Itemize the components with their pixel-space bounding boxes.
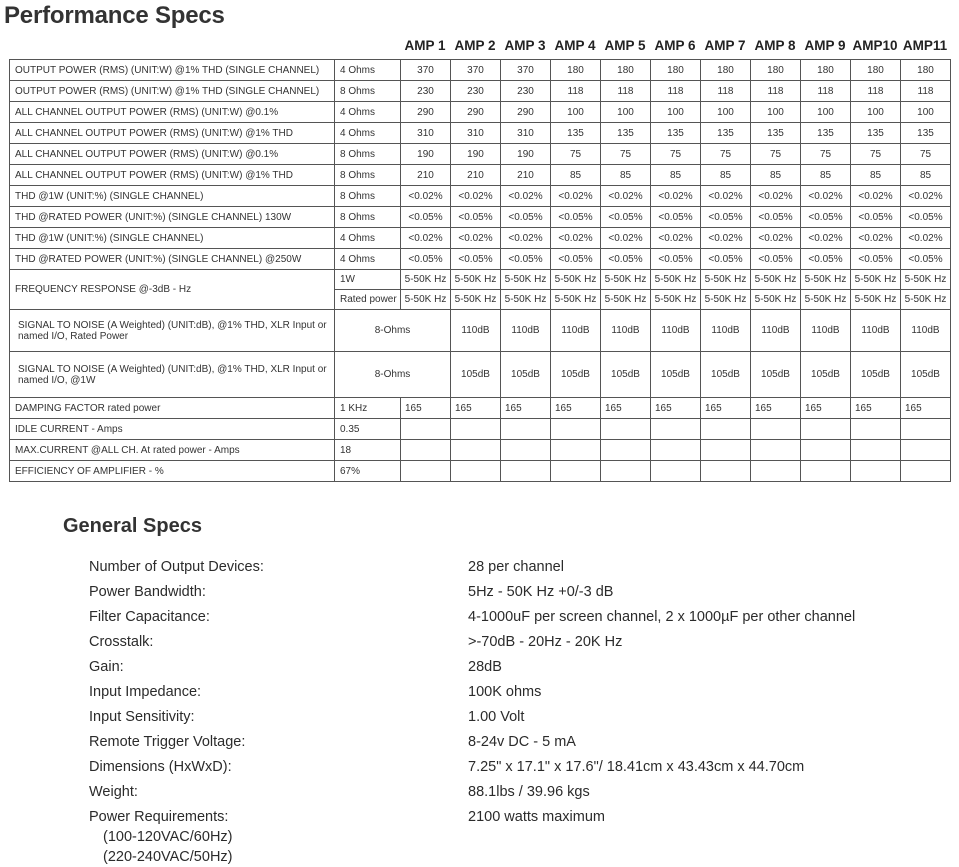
spec-value: 105dB — [601, 352, 651, 398]
spec-value: <0.02% — [651, 228, 701, 249]
spec-value: 105dB — [651, 352, 701, 398]
amp-header: AMP 9 — [804, 38, 846, 53]
spec-condition: 4 Ohms — [335, 228, 401, 249]
spec-value: 110dB — [651, 310, 701, 352]
spec-row — [10, 186, 951, 207]
spec-value: 5-50K Hz — [851, 290, 901, 310]
spec-condition: 67% — [335, 461, 401, 482]
empty-cell — [551, 461, 601, 482]
spec-condition: 8 Ohms — [335, 81, 401, 102]
spec-value: 310 — [501, 123, 551, 144]
spec-value: 230 — [401, 81, 451, 102]
spec-value: 110dB — [851, 310, 901, 352]
spec-value: 5-50K Hz — [401, 290, 451, 310]
spec-value: 135 — [551, 123, 601, 144]
amp-header: AMP 1 — [404, 38, 446, 53]
spec-value: 105dB — [451, 352, 501, 398]
spec-condition: 8 Ohms — [335, 144, 401, 165]
spec-label: THD @RATED POWER (UNIT:%) (SINGLE CHANNEL) @250W — [10, 249, 335, 270]
spec-value: 75 — [551, 144, 601, 165]
spec-value: 105dB — [501, 352, 551, 398]
spec-value: <0.02% — [601, 186, 651, 207]
freq-row — [10, 270, 951, 290]
spec-value: <0.02% — [551, 186, 601, 207]
spec-value: 110dB — [801, 310, 851, 352]
spec-value: 100 — [651, 102, 701, 123]
spec-condition: 18 — [335, 440, 401, 461]
spec-value: <0.02% — [451, 228, 501, 249]
general-spec-key: Power Requirements: — [89, 809, 229, 825]
spec-value: 135 — [801, 123, 851, 144]
spec-value: 165 — [801, 398, 851, 419]
spec-label: FREQUENCY RESPONSE @-3dB - Hz — [10, 270, 335, 310]
spec-value: <0.02% — [751, 228, 801, 249]
spec-value: 85 — [801, 165, 851, 186]
spec-value: 105dB — [901, 352, 951, 398]
general-spec-key: Filter Capacitance: — [89, 609, 210, 625]
spec-value: <0.05% — [551, 249, 601, 270]
spec-value: <0.05% — [851, 249, 901, 270]
spec-value: 135 — [751, 123, 801, 144]
spec-value: 75 — [901, 144, 951, 165]
spec-label: ALL CHANNEL OUTPUT POWER (RMS) (UNIT:W) @0.1% — [10, 102, 335, 123]
general-spec-key: Gain: — [89, 659, 124, 675]
spec-value: 100 — [551, 102, 601, 123]
snr-row — [10, 352, 951, 398]
amp-header: AMP 8 — [754, 38, 796, 53]
spec-value: 165 — [851, 398, 901, 419]
spec-value: <0.05% — [551, 207, 601, 228]
spec-value: <0.02% — [401, 228, 451, 249]
spec-label: ALL CHANNEL OUTPUT POWER (RMS) (UNIT:W) @0.1% — [10, 144, 335, 165]
spec-value: 118 — [801, 81, 851, 102]
spec-value: 135 — [601, 123, 651, 144]
empty-cell — [801, 461, 851, 482]
spec-value: 5-50K Hz — [451, 290, 501, 310]
spec-value: 230 — [451, 81, 501, 102]
empty-cell — [601, 419, 651, 440]
spec-value: 110dB — [901, 310, 951, 352]
spec-value: 180 — [851, 60, 901, 81]
empty-cell — [551, 419, 601, 440]
spec-value: <0.02% — [851, 186, 901, 207]
spec-value: 100 — [851, 102, 901, 123]
spec-value: 5-50K Hz — [701, 290, 751, 310]
spec-value: 105dB — [801, 352, 851, 398]
empty-cell — [701, 440, 751, 461]
spec-label: THD @RATED POWER (UNIT:%) (SINGLE CHANNEL) 130W — [10, 207, 335, 228]
general-spec-value: 1.00 Volt — [468, 709, 525, 725]
spec-value: <0.02% — [601, 228, 651, 249]
spec-row — [10, 123, 951, 144]
spec-value: <0.02% — [851, 228, 901, 249]
spec-value: 118 — [551, 81, 601, 102]
spec-value: 75 — [751, 144, 801, 165]
spec-label: DAMPING FACTOR rated power — [10, 398, 335, 419]
spec-value: <0.05% — [801, 207, 851, 228]
spec-condition: 0.35 — [335, 419, 401, 440]
snr-row — [10, 310, 951, 352]
amp-header: AMP 7 — [704, 38, 746, 53]
spec-value: <0.05% — [501, 207, 551, 228]
spec-value: 85 — [851, 165, 901, 186]
misc-row — [10, 461, 951, 482]
spec-value: 135 — [901, 123, 951, 144]
empty-cell — [401, 440, 451, 461]
spec-value: 190 — [451, 144, 501, 165]
general-spec-key: Input Impedance: — [89, 684, 202, 700]
amp-header: AMP 4 — [554, 38, 596, 53]
spec-value: 75 — [601, 144, 651, 165]
spec-value: 118 — [901, 81, 951, 102]
spec-value: <0.02% — [901, 186, 951, 207]
misc-row — [10, 419, 951, 440]
empty-cell — [651, 461, 701, 482]
spec-value: 5-50K Hz — [551, 270, 601, 290]
spec-value: 118 — [851, 81, 901, 102]
spec-value: <0.05% — [751, 207, 801, 228]
general-spec-value: 88.1lbs / 39.96 kgs — [468, 784, 590, 800]
spec-condition: 8 Ohms — [335, 207, 401, 228]
spec-value: <0.02% — [451, 186, 501, 207]
general-spec-key: Number of Output Devices: — [89, 559, 264, 575]
empty-cell — [751, 419, 801, 440]
amp-header: AMP 6 — [654, 38, 696, 53]
spec-value: 190 — [401, 144, 451, 165]
spec-condition: 8 Ohms — [335, 186, 401, 207]
empty-cell — [851, 461, 901, 482]
spec-value: <0.05% — [501, 249, 551, 270]
spec-value: 180 — [801, 60, 851, 81]
spec-value: 180 — [701, 60, 751, 81]
empty-cell — [701, 461, 751, 482]
empty-cell — [851, 419, 901, 440]
general-specs-title: General Specs — [63, 515, 202, 537]
empty-cell — [451, 419, 501, 440]
spec-condition: Rated power — [335, 290, 401, 310]
spec-value: 210 — [501, 165, 551, 186]
spec-value: 135 — [651, 123, 701, 144]
empty-cell — [901, 440, 951, 461]
spec-value: 5-50K Hz — [601, 290, 651, 310]
spec-value: 165 — [401, 398, 451, 419]
amp-header: AMP10 — [852, 38, 898, 53]
spec-value: 5-50K Hz — [801, 290, 851, 310]
general-spec-key: Remote Trigger Voltage: — [89, 734, 246, 750]
spec-value: 165 — [451, 398, 501, 419]
spec-row — [10, 207, 951, 228]
spec-value: <0.02% — [501, 228, 551, 249]
power-requirement-note: (220-240VAC/50Hz) — [103, 849, 233, 865]
spec-value: 105dB — [551, 352, 601, 398]
spec-value: <0.02% — [701, 186, 751, 207]
spec-value: 165 — [751, 398, 801, 419]
spec-value: 100 — [801, 102, 851, 123]
empty-cell — [451, 461, 501, 482]
spec-condition: 1W — [335, 270, 401, 290]
spec-value: <0.05% — [601, 207, 651, 228]
spec-value: <0.05% — [701, 249, 751, 270]
spec-value: <0.02% — [651, 186, 701, 207]
empty-cell — [851, 440, 901, 461]
spec-label: IDLE CURRENT - Amps — [10, 419, 335, 440]
spec-value: 118 — [601, 81, 651, 102]
spec-value: 210 — [451, 165, 501, 186]
spec-value: 110dB — [501, 310, 551, 352]
spec-condition: 8-Ohms — [335, 310, 451, 352]
spec-value: <0.05% — [451, 207, 501, 228]
spec-value: <0.02% — [901, 228, 951, 249]
spec-value: <0.05% — [901, 207, 951, 228]
spec-value: 75 — [701, 144, 751, 165]
spec-value: 85 — [551, 165, 601, 186]
performance-table — [9, 59, 951, 482]
empty-cell — [451, 440, 501, 461]
spec-value: 180 — [901, 60, 951, 81]
spec-row — [10, 81, 951, 102]
spec-value: <0.05% — [401, 249, 451, 270]
spec-label: ALL CHANNEL OUTPUT POWER (RMS) (UNIT:W) @1% THD — [10, 123, 335, 144]
spec-value: 5-50K Hz — [501, 270, 551, 290]
spec-row — [10, 228, 951, 249]
spec-label: SIGNAL TO NOISE (A Weighted) (UNIT:dB), @1% THD, XLR Input or named I/O, @1W — [10, 352, 335, 398]
spec-value: 110dB — [751, 310, 801, 352]
empty-cell — [801, 440, 851, 461]
spec-value: 100 — [751, 102, 801, 123]
empty-cell — [551, 440, 601, 461]
empty-cell — [501, 440, 551, 461]
empty-cell — [801, 419, 851, 440]
spec-value: 118 — [651, 81, 701, 102]
empty-cell — [751, 461, 801, 482]
spec-value: <0.02% — [801, 228, 851, 249]
spec-value: 5-50K Hz — [851, 270, 901, 290]
spec-value: 85 — [901, 165, 951, 186]
empty-cell — [601, 440, 651, 461]
spec-value: 165 — [701, 398, 751, 419]
spec-value: 370 — [451, 60, 501, 81]
spec-value: 180 — [651, 60, 701, 81]
general-spec-value: 28 per channel — [468, 559, 564, 575]
spec-row — [10, 60, 951, 81]
spec-label: THD @1W (UNIT:%) (SINGLE CHANNEL) — [10, 186, 335, 207]
empty-cell — [401, 419, 451, 440]
spec-value: 165 — [601, 398, 651, 419]
spec-value: <0.05% — [851, 207, 901, 228]
empty-cell — [501, 461, 551, 482]
empty-cell — [651, 419, 701, 440]
spec-value: 290 — [451, 102, 501, 123]
spec-value: <0.05% — [901, 249, 951, 270]
spec-label: MAX.CURRENT @ALL CH. At rated power - Amps — [10, 440, 335, 461]
spec-value: <0.02% — [701, 228, 751, 249]
spec-value: 135 — [851, 123, 901, 144]
spec-condition: 1 KHz — [335, 398, 401, 419]
general-spec-value: 28dB — [468, 659, 502, 675]
spec-row — [10, 144, 951, 165]
spec-value: 190 — [501, 144, 551, 165]
spec-value: 105dB — [851, 352, 901, 398]
amp-header: AMP 2 — [454, 38, 496, 53]
spec-label: OUTPUT POWER (RMS) (UNIT:W) @1% THD (SINGLE CHANNEL) — [10, 81, 335, 102]
spec-value: 85 — [701, 165, 751, 186]
spec-value: 290 — [401, 102, 451, 123]
spec-value: 5-50K Hz — [451, 270, 501, 290]
spec-value: 85 — [651, 165, 701, 186]
general-spec-value: 100K ohms — [468, 684, 542, 700]
spec-value: 230 — [501, 81, 551, 102]
spec-label: EFFICIENCY OF AMPLIFIER - % — [10, 461, 335, 482]
spec-value: <0.05% — [751, 249, 801, 270]
spec-value: 180 — [751, 60, 801, 81]
spec-value: <0.02% — [401, 186, 451, 207]
general-spec-key: Dimensions (HxWxD): — [89, 759, 232, 775]
spec-value: 5-50K Hz — [651, 270, 701, 290]
spec-value: <0.02% — [501, 186, 551, 207]
general-spec-value: 5Hz - 50K Hz +0/-3 dB — [468, 584, 614, 600]
spec-value: 290 — [501, 102, 551, 123]
spec-value: 5-50K Hz — [601, 270, 651, 290]
general-spec-key: Crosstalk: — [89, 634, 154, 650]
spec-value: 5-50K Hz — [551, 290, 601, 310]
spec-value: 165 — [551, 398, 601, 419]
general-spec-value: 4-1000uF per screen channel, 2 x 1000µF per other channel — [468, 609, 856, 625]
general-spec-key: Weight: — [89, 784, 138, 800]
spec-value: 110dB — [701, 310, 751, 352]
spec-value: 105dB — [751, 352, 801, 398]
spec-value: 75 — [851, 144, 901, 165]
spec-value: <0.05% — [651, 249, 701, 270]
general-spec-value: 2100 watts maximum — [468, 809, 605, 825]
spec-value: 110dB — [551, 310, 601, 352]
spec-value: 75 — [651, 144, 701, 165]
spec-value: 5-50K Hz — [801, 270, 851, 290]
empty-cell — [751, 440, 801, 461]
spec-value: 5-50K Hz — [651, 290, 701, 310]
spec-value: 165 — [651, 398, 701, 419]
spec-value: 180 — [601, 60, 651, 81]
spec-value: 100 — [701, 102, 751, 123]
spec-value: <0.05% — [451, 249, 501, 270]
spec-value: 5-50K Hz — [701, 270, 751, 290]
spec-condition: 8 Ohms — [335, 165, 401, 186]
amp-header: AMP 3 — [504, 38, 546, 53]
spec-value: 370 — [501, 60, 551, 81]
general-spec-key: Input Sensitivity: — [89, 709, 195, 725]
spec-value: 165 — [501, 398, 551, 419]
spec-value: 165 — [901, 398, 951, 419]
spec-value: 135 — [701, 123, 751, 144]
amp-header: AMP11 — [902, 38, 948, 53]
spec-value: <0.05% — [701, 207, 751, 228]
spec-label: ALL CHANNEL OUTPUT POWER (RMS) (UNIT:W) @1% THD — [10, 165, 335, 186]
damping-row — [10, 398, 951, 419]
spec-value: 85 — [601, 165, 651, 186]
spec-condition: 4 Ohms — [335, 249, 401, 270]
spec-value: 110dB — [451, 310, 501, 352]
spec-value: 5-50K Hz — [501, 290, 551, 310]
spec-value: <0.05% — [401, 207, 451, 228]
general-spec-value: 8-24v DC - 5 mA — [468, 734, 576, 750]
spec-value: 370 — [401, 60, 451, 81]
spec-label: SIGNAL TO NOISE (A Weighted) (UNIT:dB), @1% THD, XLR Input or named I/O, Rated Power — [10, 310, 335, 352]
spec-value: 5-50K Hz — [901, 270, 951, 290]
empty-cell — [401, 461, 451, 482]
spec-value: 100 — [901, 102, 951, 123]
spec-label: THD @1W (UNIT:%) (SINGLE CHANNEL) — [10, 228, 335, 249]
spec-value: 85 — [751, 165, 801, 186]
spec-value: 5-50K Hz — [401, 270, 451, 290]
spec-condition: 4 Ohms — [335, 123, 401, 144]
misc-row — [10, 440, 951, 461]
spec-condition: 4 Ohms — [335, 102, 401, 123]
spec-value: 310 — [451, 123, 501, 144]
spec-value: 100 — [601, 102, 651, 123]
spec-value: 180 — [551, 60, 601, 81]
spec-condition: 8-Ohms — [335, 352, 451, 398]
spec-value: 5-50K Hz — [901, 290, 951, 310]
spec-value: <0.02% — [551, 228, 601, 249]
spec-value: <0.02% — [801, 186, 851, 207]
empty-cell — [501, 419, 551, 440]
spec-row — [10, 102, 951, 123]
general-spec-value: >-70dB - 20Hz - 20K Hz — [468, 634, 623, 650]
spec-value: <0.05% — [801, 249, 851, 270]
spec-condition: 4 Ohms — [335, 60, 401, 81]
spec-value: 110dB — [601, 310, 651, 352]
spec-value: 5-50K Hz — [751, 270, 801, 290]
spec-value: 5-50K Hz — [751, 290, 801, 310]
general-spec-value: 7.25" x 17.1" x 17.6"/ 18.41cm x 43.43cm x 44.70cm — [468, 759, 805, 775]
spec-value: 118 — [751, 81, 801, 102]
spec-value: 105dB — [701, 352, 751, 398]
general-spec-key: Power Bandwidth: — [89, 584, 206, 600]
empty-cell — [701, 419, 751, 440]
spec-value: <0.02% — [751, 186, 801, 207]
empty-cell — [651, 440, 701, 461]
empty-cell — [901, 461, 951, 482]
page-title: Performance Specs — [4, 2, 225, 29]
empty-cell — [601, 461, 651, 482]
spec-value: 118 — [701, 81, 751, 102]
spec-value: 210 — [401, 165, 451, 186]
power-requirement-note: (100-120VAC/60Hz) — [103, 829, 233, 845]
spec-value: 310 — [401, 123, 451, 144]
spec-value: <0.05% — [601, 249, 651, 270]
spec-value: <0.05% — [651, 207, 701, 228]
amp-header: AMP 5 — [604, 38, 646, 53]
empty-cell — [901, 419, 951, 440]
spec-row — [10, 165, 951, 186]
spec-row — [10, 249, 951, 270]
spec-label: OUTPUT POWER (RMS) (UNIT:W) @1% THD (SINGLE CHANNEL) — [10, 60, 335, 81]
spec-value: 75 — [801, 144, 851, 165]
